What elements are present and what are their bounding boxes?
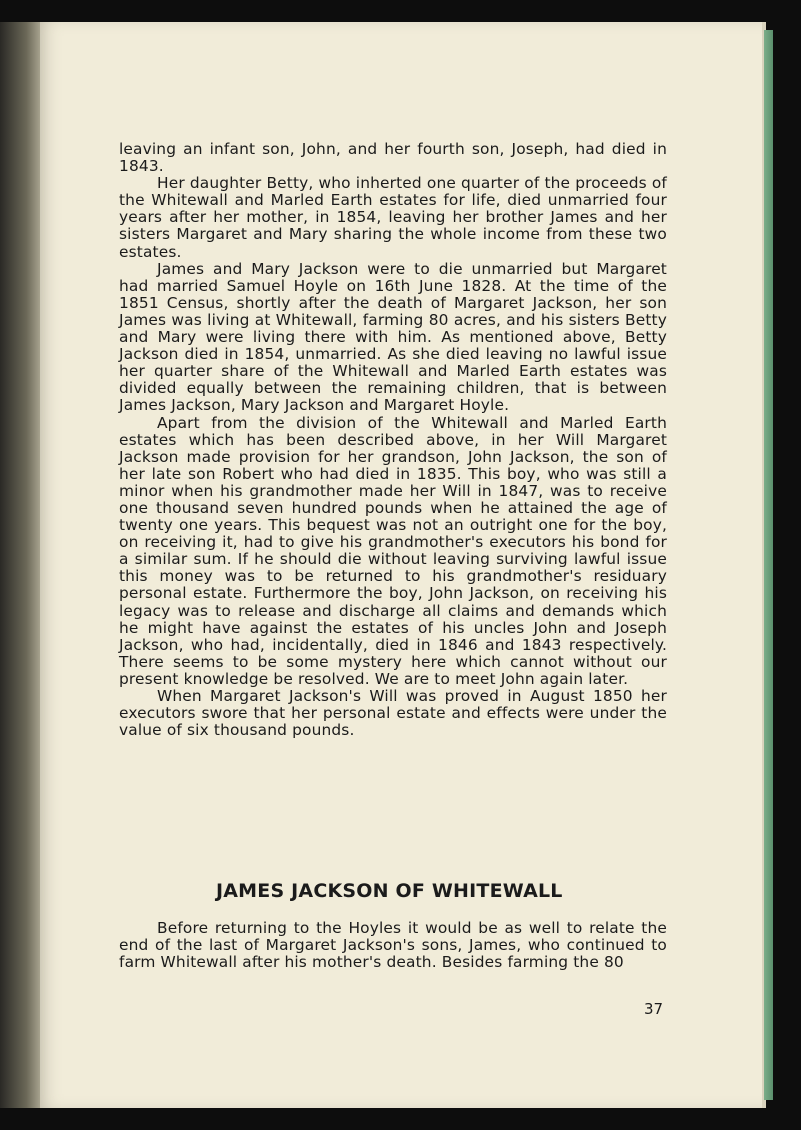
paragraph: leaving an infant son, John, and her fourth son, Joseph, had died in 1843. bbox=[119, 140, 667, 176]
paragraph: James and Mary Jackson were to die unmarried but Margaret had married Samuel Hoyle on 16th June 1828. At the time of the 1851 Census, shortly after the death of Margaret Jackson, her son James was living at Whitewall, farming 80 acres, and his sisters Betty and Mary were living there with him. As mentioned above, Betty Jackson died in 1854, unmarried. As she died leaving no lawful issue her quarter share of the Whitewall and Marled Earth estates was divided equally between the remaining children, that is between James Jackson, Mary Jackson and Margaret Hoyle. bbox=[119, 259, 667, 415]
section-heading: JAMES JACKSON OF WHITEWALL bbox=[216, 880, 563, 902]
body-text bbox=[119, 141, 667, 739]
paragraph: Apart from the division of the Whitewall and Marled Earth estates which has been described above, in her Will Margaret Jackson made provision for her grandson, John Jackson, the son of her late son Robert who had died in 1835. This boy, who was still a minor when his grandmother made her Will in 1847, was to receive one thousand seven hundred pounds when he attained the age of twenty one years. This bequest was not an outright one for the boy, on receiving it, had to give his grandmother's executors his bond for a similar sum. If he should die without leaving surviving lawful issue this money was to be returned to his grandmother's residuary personal estate. Furthermore the boy, John Jackson, on receiving his legacy was to release and discharge all claims and demands which he might have against the estates of his uncles John and Joseph Jackson, who had, incidentally, died in 1846 and 1843 respectively. There seems to be some mystery here which cannot without our present knowledge be resolved. We are to meet John again later. bbox=[119, 413, 667, 688]
section-body-text bbox=[119, 920, 667, 971]
paragraph: Before returning to the Hoyles it would be as well to relate the end of the last of Margaret Jackson's sons, James, who continued to farm Whitewall after his mother's death. Besides farming the 80 bbox=[119, 919, 667, 972]
page-number: 37 bbox=[644, 1000, 664, 1018]
paragraph: Her daughter Betty, who inherted one quarter of the proceeds of the Whitewall and Marled Earth estates for life, died unmarried four years after her mother, in 1854, leaving her brother James and her sisters Margaret and Mary sharing the whole income from these two estates. bbox=[119, 174, 667, 261]
paragraph: When Margaret Jackson's Will was proved in August 1850 her executors swore that her personal estate and effects were under the value of six thousand pounds. bbox=[119, 687, 667, 740]
cover-edge bbox=[764, 30, 773, 1100]
